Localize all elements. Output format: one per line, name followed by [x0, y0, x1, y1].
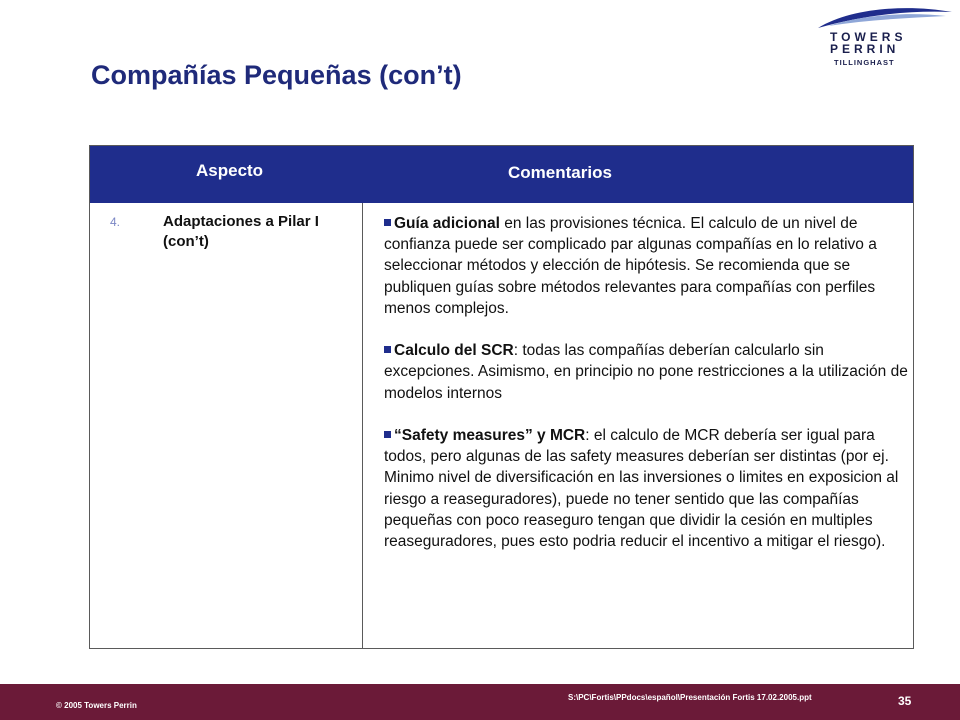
logo-line-1: TOWERS — [830, 30, 907, 44]
comment-item — [384, 213, 914, 319]
footer-copyright: © 2005 Towers Perrin — [56, 701, 137, 710]
comment-item — [384, 425, 914, 552]
aspect-number: 4. — [110, 215, 121, 229]
page-title: Compañías Pequeñas (con’t) — [91, 60, 462, 90]
comment-bold: “Safety measures” y MCR — [394, 427, 586, 444]
comment-text: : todas las compañías deberían calcularlo sin excepciones. Asimismo, en principio no pone restricciones a la utilización de modelos internos — [384, 342, 908, 402]
comments-cell — [384, 213, 914, 573]
aspect-text: Adaptaciones a Pilar I (con’t) — [163, 213, 319, 250]
table-header — [90, 146, 913, 203]
comment-text: : el calculo de MCR debería ser igual para todos, pero algunas de las safety measures deberían ser distintas (por ej. Minimo nivel de diversificación en las inversiones o limites en exposicion al riesgo a reaseguradores), puede no tener sentido que las compañías pequeñas con poco reaseguro tengan que dividir la cesión en multiples reaseguradores, pues esto podria reducir el incentivo a mitigar el riesgo). — [384, 427, 899, 551]
page-number: 35 — [898, 694, 912, 708]
footer-file-path: S:\PC\Fortis\PPdocs\español\Presentación Fortis 17.02.2005.ppt — [568, 693, 812, 702]
comment-item — [384, 340, 914, 404]
logo-line-2: PERRIN — [830, 42, 900, 56]
square-bullet-icon — [384, 219, 391, 226]
content-table — [89, 145, 914, 649]
header-comments: Comentarios — [508, 163, 612, 182]
logo-line-3: TILLINGHAST — [834, 58, 895, 67]
square-bullet-icon — [384, 346, 391, 353]
header-aspect: Aspecto — [196, 161, 264, 180]
towers-perrin-logo — [806, 6, 956, 66]
column-divider — [362, 203, 363, 649]
footer-bar — [0, 684, 960, 720]
square-bullet-icon — [384, 431, 391, 438]
comment-text: en las provisiones técnica. El calculo de un nivel de confianza puede ser complicado par algunas compañías en lo relativo a seleccionar métodos y elección de hipótesis. Se recomienda que se publiquen guías sobre métodos relevantes para compañías con perfiles menos complejos. — [384, 215, 877, 317]
comment-bold: Calculo del SCR — [394, 342, 514, 360]
comment-bold: Guía adicional — [394, 215, 500, 232]
